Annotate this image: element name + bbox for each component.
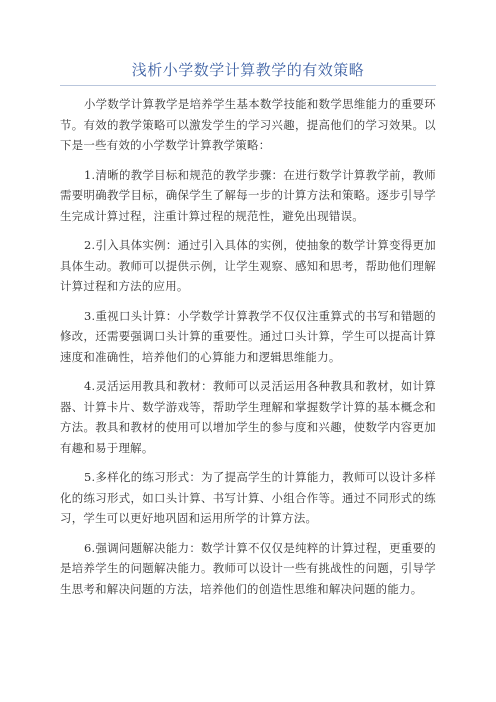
intro-paragraph: 小学数学计算教学是培养学生基本数学技能和数学思维能力的重要环节。有效的教学策略可以激发学生的学习兴趣，提高他们的学习效果。以下是一些有效的小学数学计算教学策略：	[60, 97, 436, 152]
strategy-paragraph-1: 1.清晰的教学目标和规范的教学步骤：在进行数学计算教学前，教师需要明确教学目标，确保学生了解每一步的计算方法和策略。逐步引导学生完成计算过程，注重计算过程的规范性，避免出现错误。	[60, 167, 436, 223]
strategy-paragraph-4: 4.灵活运用教具和教材：教师可以灵活运用各种教具和教材，如计算器、计算卡片、数学游戏等，帮助学生理解和掌握数学计算的基本概念和方法。教具和教材的使用可以增加学生的参与度和兴趣，使数学内容更加有趣和易于理解。	[60, 379, 436, 455]
strategy-paragraph-6: 6.强调问题解决能力：数学计算不仅仅是纯粹的计算过程，更重要的是培养学生的问题解决能力。教师可以设计一些有挑战性的问题，引导学生思考和解决问题的方法，培养他们的创造性思维和解决问题的能力。	[60, 540, 436, 596]
title-divider	[60, 85, 436, 86]
strategy-paragraph-3: 3.重视口头计算：小学数学计算教学不仅仅注重算式的书写和错题的修改，还需要强调口头计算的重要性。通过口头计算，学生可以提高计算速度和准确性，培养他们的心算能力和逻辑思维能力。	[60, 308, 436, 364]
document-title: 浅析小学数学计算教学的有效策略	[131, 61, 365, 79]
strategy-paragraph-2: 2.引入具体实例：通过引入具体的实例，使抽象的数学计算变得更加具体生动。教师可以提供示例，让学生观察、感知和思考，帮助他们理解计算过程和方法的应用。	[60, 238, 436, 293]
strategy-paragraph-5: 5.多样化的练习形式：为了提高学生的计算能力，教师可以设计多样化的练习形式，如口头计算、书写计算、小组合作等。通过不同形式的练习，学生可以更好地巩固和运用所学的计算方法。	[60, 470, 436, 525]
document-body	[60, 94, 436, 608]
